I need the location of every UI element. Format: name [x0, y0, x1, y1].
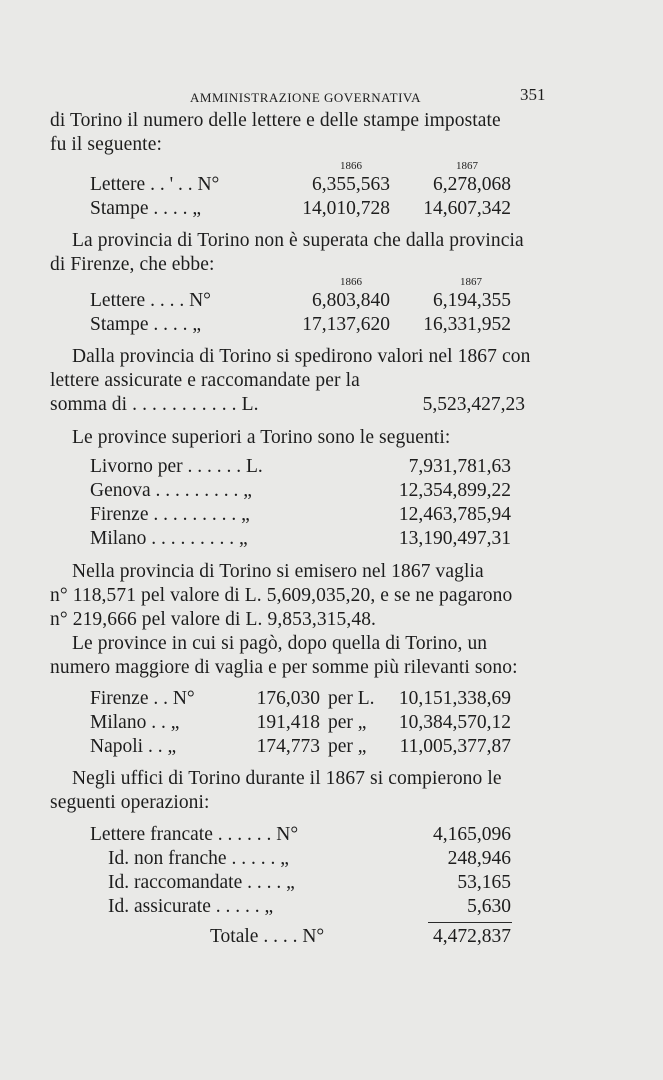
- paragraph-line: fu il seguente:: [50, 134, 162, 155]
- table-row-label: Firenze . . N°: [90, 688, 195, 709]
- table-row-label: Firenze . . . . . . . . . „: [90, 504, 250, 525]
- paragraph-line: Le province in cui si pagò, dopo quella di Torino, un: [72, 633, 488, 654]
- table-row-label: Stampe . . . . „: [90, 198, 202, 219]
- total-rule: [428, 922, 512, 923]
- table-cell: 6,355,563: [312, 174, 390, 195]
- paragraph-line: somma di . . . . . . . . . . . L.: [50, 394, 259, 415]
- page-number: 351: [520, 85, 546, 104]
- amount-value: 5,523,427,23: [422, 394, 525, 415]
- table-cell: 14,607,342: [423, 198, 511, 219]
- table-cell: 6,194,355: [433, 290, 511, 311]
- paragraph-line: Negli uffici di Torino durante il 1867 si compierono le: [72, 768, 502, 789]
- table-row-label: Stampe . . . . „: [90, 314, 202, 335]
- paragraph-line: Le province superiori a Torino sono le seguenti:: [72, 427, 451, 448]
- table-cell: 16,331,952: [423, 314, 511, 335]
- paragraph-line: seguenti operazioni:: [50, 792, 210, 813]
- table-cell: 6,278,068: [433, 174, 511, 195]
- table-cell: per „: [328, 736, 367, 757]
- table-cell: 53,165: [457, 872, 511, 893]
- table-row-label: Lettere . . ' . . N°: [90, 174, 220, 195]
- total-label: Totale . . . . N°: [210, 926, 325, 947]
- table-row-label: Milano . . „: [90, 712, 180, 733]
- table-cell: 4,165,096: [433, 824, 511, 845]
- table-row-label: Id. assicurate . . . . . „: [108, 896, 274, 917]
- table-row-label: Lettere . . . . N°: [90, 290, 211, 311]
- table-row-label: Milano . . . . . . . . . „: [90, 528, 248, 549]
- table-cell: 191,418: [256, 712, 320, 733]
- table-cell: 10,151,338,69: [398, 688, 511, 709]
- table-cell: 7,931,781,63: [408, 456, 511, 477]
- total-value: 4,472,837: [433, 926, 511, 947]
- paragraph-line: Nella provincia di Torino si emisero nel 1867 vaglia: [72, 561, 484, 582]
- table-cell: 12,463,785,94: [398, 504, 511, 525]
- table-cell: per „: [328, 712, 367, 733]
- table-cell: 17,137,620: [302, 314, 390, 335]
- year-header: 1867: [456, 160, 478, 172]
- table-row-label: Lettere francate . . . . . . N°: [90, 824, 299, 845]
- table-cell: 12,354,899,22: [398, 480, 511, 501]
- table-cell: 176,030: [256, 688, 320, 709]
- year-header: 1866: [340, 276, 362, 288]
- table-cell: 6,803,840: [312, 290, 390, 311]
- table-cell: 13,190,497,31: [398, 528, 511, 549]
- year-header: 1867: [460, 276, 482, 288]
- table-cell: 11,005,377,87: [399, 736, 511, 757]
- paragraph-line: di Torino il numero delle lettere e delle stampe impostate: [50, 110, 501, 131]
- table-row-label: Livorno per . . . . . . L.: [90, 456, 263, 477]
- table-row-label: Napoli . . „: [90, 736, 177, 757]
- table-cell: per L.: [328, 688, 375, 709]
- table-row-label: Id. non franche . . . . . „: [108, 848, 289, 869]
- paragraph-line: Dalla provincia di Torino si spedirono valori nel 1867 con: [72, 346, 531, 367]
- table-cell: 248,946: [447, 848, 511, 869]
- paragraph-line: n° 118,571 pel valore di L. 5,609,035,20, e se ne pagarono: [50, 585, 513, 606]
- table-cell: 174,773: [256, 736, 320, 757]
- paragraph-line: n° 219,666 pel valore di L. 9,853,315,48.: [50, 609, 377, 630]
- table-cell: 10,384,570,12: [398, 712, 511, 733]
- table-cell: 5,630: [467, 896, 511, 917]
- running-title: AMMINISTRAZIONE GOVERNATIVA: [190, 90, 422, 105]
- table-row-label: Id. raccomandate . . . . „: [108, 872, 295, 893]
- table-row-label: Genova . . . . . . . . . „: [90, 480, 252, 501]
- paragraph-line: lettere assicurate e raccomandate per la: [50, 370, 360, 391]
- table-cell: 14,010,728: [302, 198, 390, 219]
- paragraph-line: numero maggiore di vaglia e per somme più rilevanti sono:: [50, 657, 518, 678]
- paragraph-line: di Firenze, che ebbe:: [50, 254, 215, 275]
- year-header: 1866: [340, 160, 362, 172]
- paragraph-line: La provincia di Torino non è superata che dalla provincia: [72, 230, 524, 251]
